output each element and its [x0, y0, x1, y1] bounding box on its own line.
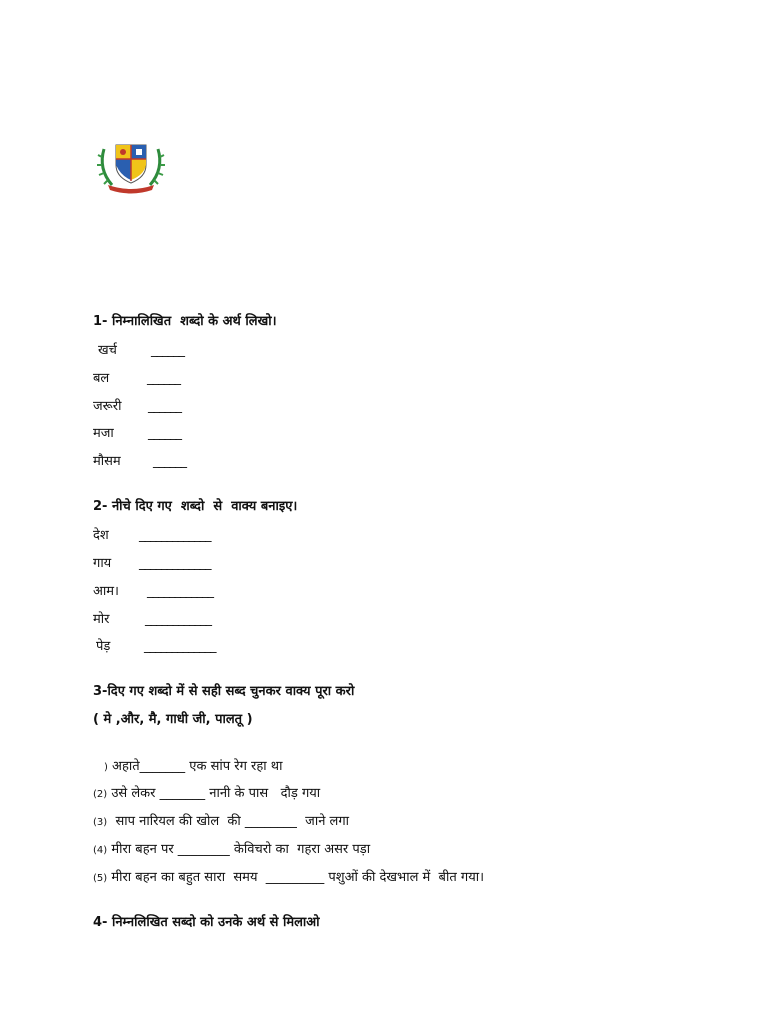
q2-item-2 — [93, 556, 211, 572]
q3-item-text: अहाते_______ एक सांप रेग रहा था — [112, 759, 283, 774]
q3-title: 3-दिए गए शब्दो में से सही सब्द चुनकर वाक्य पूरा करो — [93, 684, 355, 699]
q1-word: खर्च — [98, 343, 117, 358]
q2-item-3 — [93, 584, 213, 600]
q2-word: आम। — [93, 584, 119, 599]
q3-item-text: उसे लेकर _______ नानी के पास दौड़ गया — [111, 786, 321, 801]
q3-item-2 — [93, 786, 320, 803]
q1-word: बल — [93, 371, 110, 386]
q2-blank: ____________ — [147, 584, 213, 599]
q2-item-5 — [96, 639, 216, 655]
q3-item-4 — [93, 842, 370, 859]
q1-item-1 — [98, 343, 184, 359]
q1-item-4 — [93, 426, 181, 442]
q3-item-number: ) — [104, 762, 108, 773]
q1-blank: ______ — [148, 426, 181, 441]
q3-item-text: मीरा बहन का बहुत सारा समय _________ पशुओं की देखभाल में बीत गया। — [111, 870, 485, 885]
q3-item-number: (2) — [93, 789, 108, 800]
q1-item-3 — [93, 399, 181, 415]
q1-item-5 — [93, 454, 186, 470]
q3-options: ( मे ,और, मै, गाधी जी, पालतू ) — [93, 712, 253, 727]
q2-item-4 — [93, 612, 211, 628]
q3-item-number: (5) — [93, 873, 108, 884]
q2-word: गाय — [93, 556, 112, 571]
q2-blank: ____________ — [145, 612, 211, 627]
q2-blank: _____________ — [139, 528, 211, 543]
q3-item-number: (3) — [93, 817, 108, 828]
q2-title: 2- नीचे दिए गए शब्दो से वाक्य बनाइए। — [93, 499, 298, 514]
q1-blank: ______ — [147, 371, 180, 386]
q1-blank: ______ — [153, 454, 186, 469]
q2-blank: _____________ — [144, 639, 216, 654]
q2-word: देश — [93, 528, 109, 543]
q3-item-3 — [93, 814, 349, 831]
q2-word: मोर — [93, 612, 110, 627]
q1-blank: ______ — [148, 399, 181, 414]
q3-item-text: साप नारियल की खोल की ________ जाने लगा — [111, 814, 350, 829]
q3-item-text: मीरा बहन पर ________ केविचरो का गहरा असर पड़ा — [111, 842, 371, 857]
q1-title: 1- निम्नालिखित शब्दो के अर्थ लिखो। — [93, 314, 277, 329]
q1-item-2 — [93, 371, 180, 387]
q3-item-5 — [93, 870, 484, 887]
q2-blank: _____________ — [139, 556, 211, 571]
q1-word: जरूरी — [93, 399, 122, 414]
q3-item-number: (4) — [93, 845, 108, 856]
q1-blank: ______ — [151, 343, 184, 358]
q2-word: पेड़ — [96, 639, 111, 654]
q3-item-1 — [104, 759, 282, 776]
q1-word: मजा — [93, 426, 114, 441]
q1-word: मौसम — [93, 454, 121, 469]
school-logo — [94, 139, 168, 195]
q2-item-1 — [93, 528, 211, 544]
q4-title: 4- निम्नलिखित सब्दो को उनके अर्थ से मिलाओ — [93, 915, 320, 930]
